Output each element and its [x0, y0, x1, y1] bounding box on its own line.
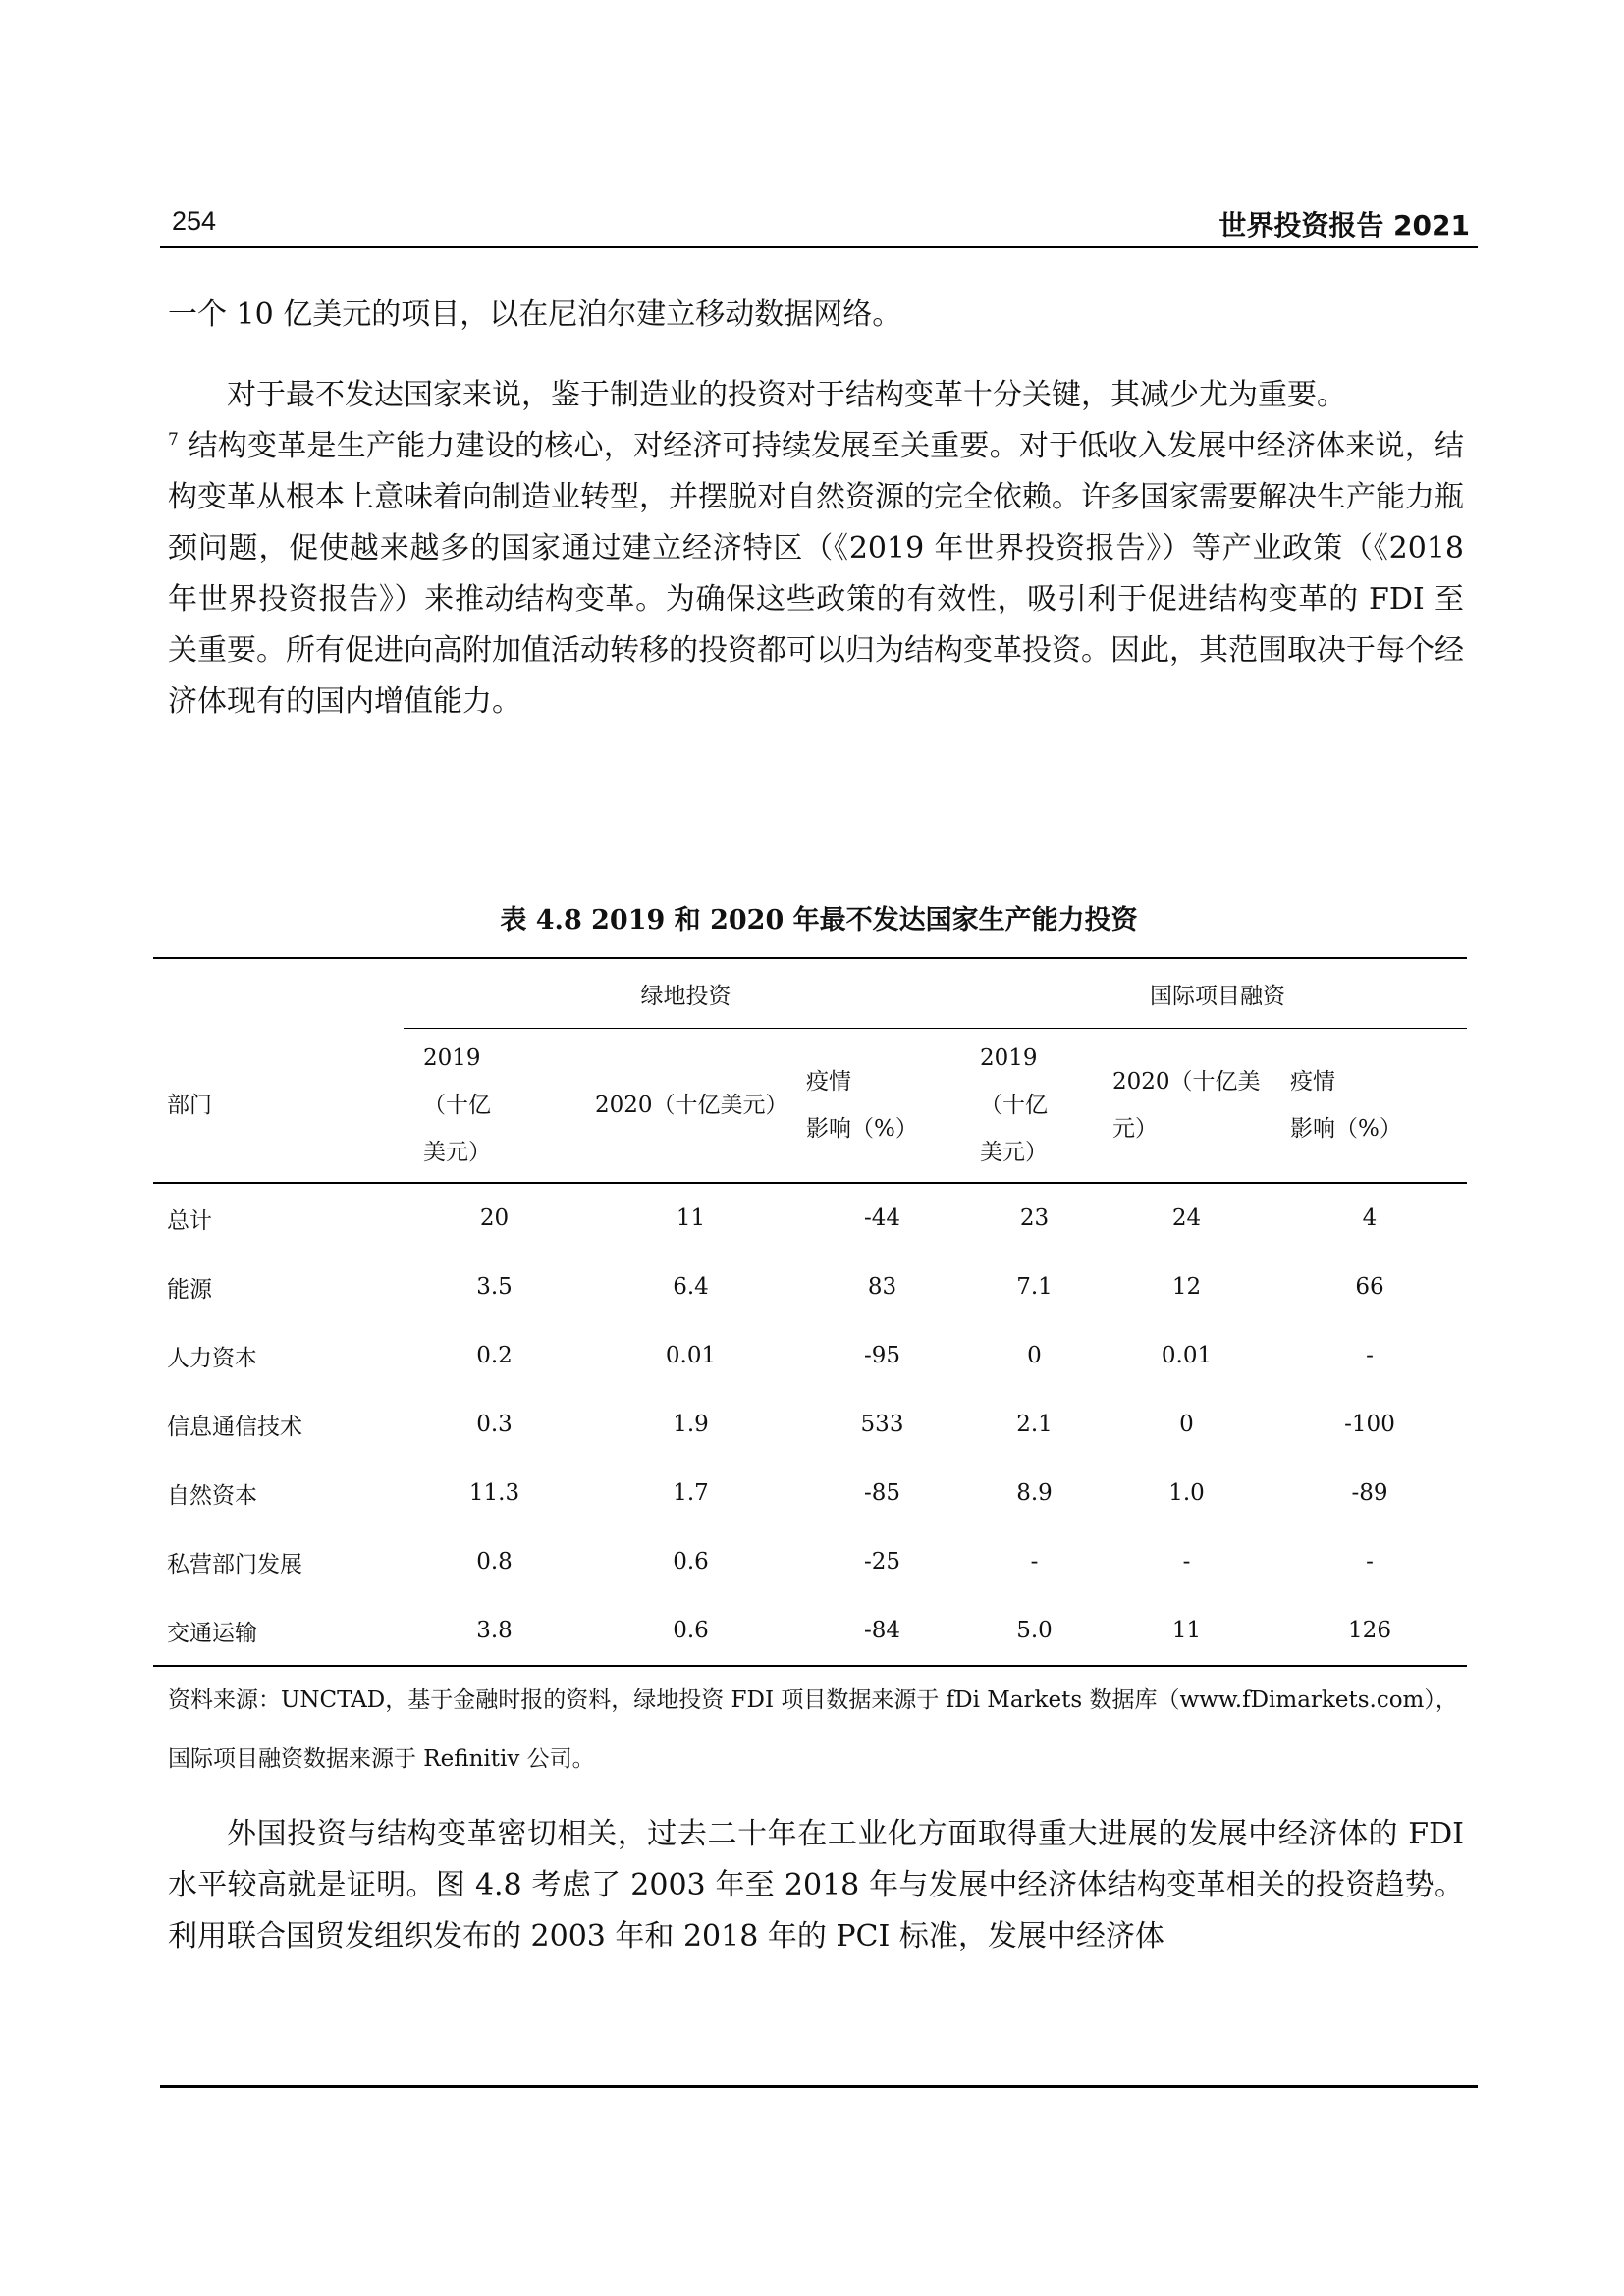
value-cell: 11.3	[468, 1480, 520, 1506]
value-cell: -89	[1351, 1480, 1388, 1506]
value-cell: 83	[867, 1274, 897, 1300]
value-cell: 3.5	[476, 1274, 513, 1300]
col-header-gf-2020: 2020（十亿美元）	[595, 1093, 788, 1118]
group-header-project-finance: 国际项目融资	[968, 958, 1467, 1029]
value-cell: 5.0	[1016, 1618, 1053, 1643]
col-header-pf-impact: 疫情 影响（%）	[1290, 1069, 1402, 1142]
table-row	[153, 1253, 1467, 1321]
value-cell: 1.0	[1168, 1480, 1205, 1506]
paragraph-2-text-b: 结构变革是生产能力建设的核心，对经济可持续发展至关重要。对于低收入发展中经济体来说，结构变革从根本上意味着向制造业转型，并摆脱对自然资源的完全依赖。许多国家需要解决生产能力瓶颈问题，促使越来越多的国家通过建立经济特区（《2019 年世界投资报告》）等产业政策（《2018 年世界投资报告》）来推动结构变革。为确保这些政策的有效性，吸引利于促进结构变革的 FDI 至关重要。所有促进向高附加值活动转移的投资都可以归为结构变革投资。因此，其范围取决于每个经济体现有的国内增值能力。	[168, 429, 1464, 719]
value-cell: 533	[860, 1412, 904, 1437]
sector-cell: 自然资本	[167, 1482, 257, 1509]
sector-cell: 交通运输	[167, 1620, 257, 1646]
col-header-gf-impact: 疫情 影响（%）	[806, 1069, 918, 1142]
value-cell: 11	[1171, 1618, 1202, 1643]
table-row	[153, 1596, 1467, 1666]
value-cell: 7.1	[1016, 1274, 1053, 1300]
value-cell: 0.6	[673, 1549, 709, 1575]
value-cell: -	[1030, 1549, 1039, 1575]
table-caption: 表 4.8 2019 和 2020 年最不发达国家生产能力投资	[500, 905, 1138, 935]
running-header	[160, 196, 1478, 247]
value-cell: 3.8	[476, 1618, 513, 1643]
value-cell: 4	[1362, 1205, 1378, 1231]
value-cell: 23	[1019, 1205, 1050, 1231]
value-cell: -85	[863, 1480, 901, 1506]
value-cell: 0	[1179, 1412, 1194, 1437]
col-header-gf-2019: 2019 （十亿 美元）	[423, 1045, 491, 1165]
value-cell: 20	[479, 1205, 510, 1231]
table-row	[153, 1390, 1467, 1459]
value-cell: 0.6	[673, 1618, 709, 1643]
value-cell: 66	[1355, 1274, 1384, 1300]
value-cell: 0.3	[476, 1412, 513, 1437]
data-table	[153, 957, 1467, 1667]
value-cell: 0	[1027, 1343, 1042, 1368]
paragraph-3	[168, 1809, 1464, 1962]
table-row	[153, 1321, 1467, 1390]
table-row	[153, 1183, 1467, 1253]
table-body	[153, 1183, 1467, 1666]
value-cell: 12	[1171, 1274, 1202, 1300]
value-cell: -84	[863, 1618, 901, 1643]
sector-header: 部门	[167, 1092, 212, 1118]
group-header-greenfield: 绿地投资	[404, 958, 968, 1029]
source-line-2: 国际项目融资数据来源于 Refinitiv 公司。	[168, 1746, 595, 1772]
table-row	[153, 1527, 1467, 1596]
value-cell: 1.7	[673, 1480, 709, 1506]
value-cell: -44	[863, 1205, 901, 1231]
value-cell: 126	[1348, 1618, 1391, 1643]
sector-cell: 能源	[167, 1276, 212, 1303]
value-cell: 11	[676, 1205, 706, 1231]
value-cell: 0.2	[476, 1343, 513, 1368]
paragraph-2	[168, 370, 1464, 727]
value-cell: -95	[863, 1343, 901, 1368]
value-cell: 2.1	[1016, 1412, 1053, 1437]
table-row	[153, 1459, 1467, 1527]
value-cell: -100	[1344, 1412, 1395, 1437]
paragraph-1-text: 一个 10 亿美元的项目，以在尼泊尔建立移动数据网络。	[168, 297, 902, 332]
value-cell: 0.8	[476, 1549, 513, 1575]
header-rule	[160, 246, 1478, 248]
footer-rule	[160, 2085, 1478, 2088]
value-cell: -25	[863, 1549, 901, 1575]
sector-cell: 信息通信技术	[167, 1414, 302, 1440]
paragraph-3-text: 外国投资与结构变革密切相关，过去二十年在工业化方面取得重大进展的发展中经济体的 FDI 水平较高就是证明。图 4.8 考虑了 2003 年至 2018 年与发展中经济体结构变革相关的投资趋势。利用联合国贸发组织发布的 2003 年和 2018 年的 PCI 标准，发展中经济体	[168, 1817, 1464, 1953]
value-cell: -	[1366, 1549, 1374, 1575]
value-cell: 0.01	[1161, 1343, 1213, 1368]
paragraph-1	[168, 290, 1464, 341]
paragraph-2-text-a: 对于最不发达国家来说，鉴于制造业的投资对于结构变革十分关键，其减少尤为重要。	[227, 378, 1346, 412]
col-header-pf-2019: 2019 （十亿 美元）	[980, 1045, 1048, 1165]
value-cell: 1.9	[673, 1412, 709, 1437]
sector-cell: 人力资本	[167, 1345, 257, 1371]
running-title: 世界投资报告 2021	[1218, 209, 1470, 241]
value-cell: 6.4	[673, 1274, 709, 1300]
sector-cell: 总计	[167, 1207, 212, 1234]
source-note	[168, 1671, 1474, 1789]
column-header-row	[153, 1029, 1467, 1184]
col-header-pf-2020: 2020（十亿美 元）	[1112, 1069, 1261, 1142]
group-header-row	[153, 958, 1467, 1029]
value-cell: 24	[1171, 1205, 1202, 1231]
value-cell: -	[1366, 1343, 1374, 1368]
source-line-1: 资料来源：UNCTAD，基于金融时报的资料，绿地投资 FDI 项目数据来源于 fDi Markets 数据库（www.fDimarkets.com），	[168, 1687, 1458, 1713]
value-cell: 0.01	[665, 1343, 717, 1368]
value-cell: -	[1182, 1549, 1191, 1575]
footnote-ref[interactable]: 7	[168, 430, 179, 450]
page-number: 254	[172, 206, 217, 236]
sector-cell: 私营部门发展	[167, 1551, 302, 1577]
value-cell: 8.9	[1016, 1480, 1053, 1506]
